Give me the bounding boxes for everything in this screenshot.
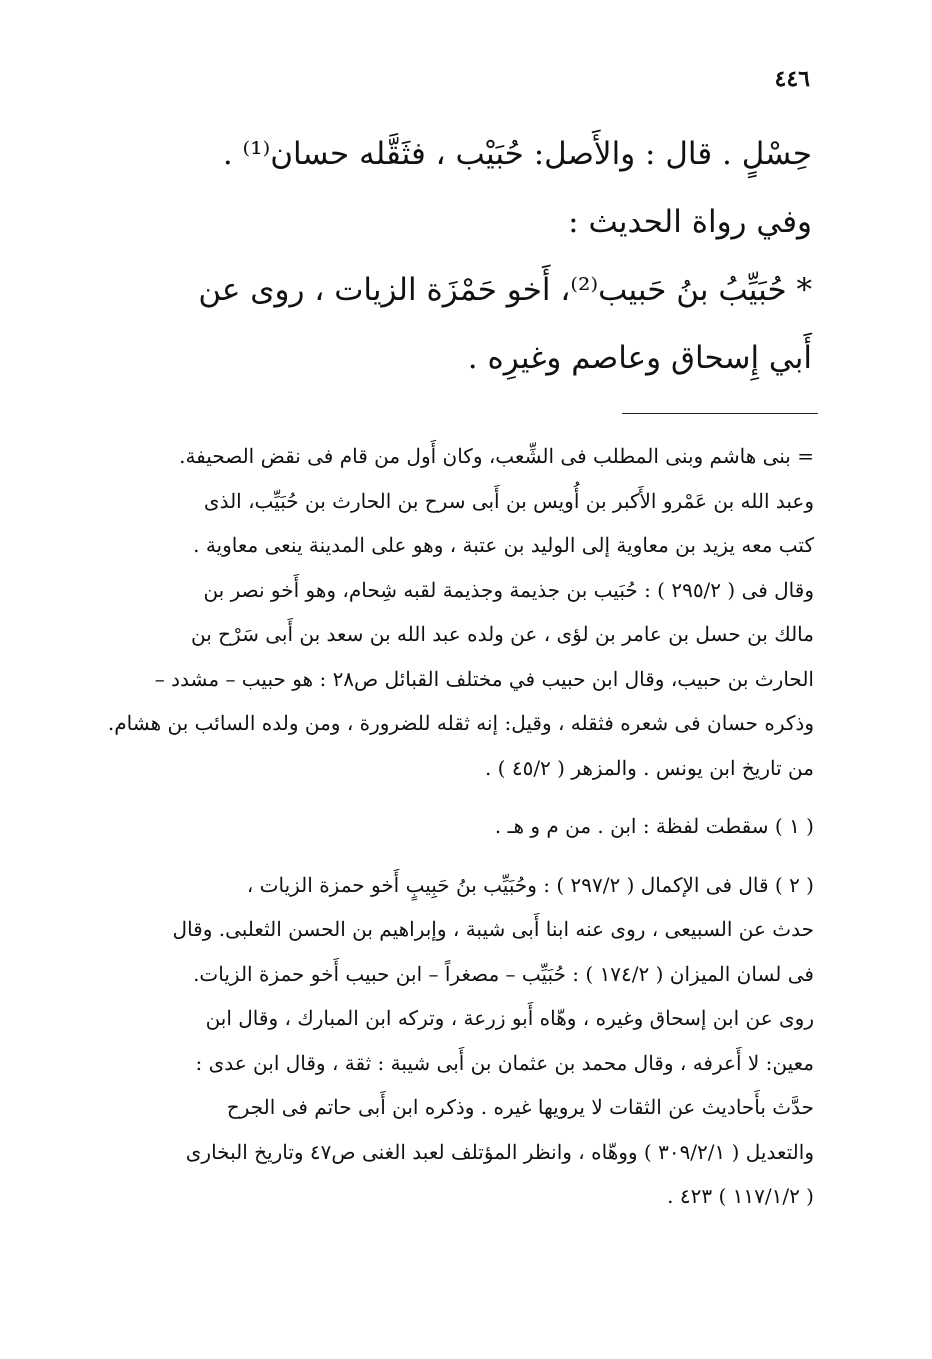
main-line: * حُبَيِّبُ بنُ حَبيب⁽²⁾، أَخو حَمْزَة الزيات ، روى عن [198,272,812,308]
footnote-divider [622,413,818,414]
footnote-line: مالك بن حسل بن عامر بن لؤى ، عن ولده عبد الله بن سعد بن أَبى سَرْح بن [191,622,814,646]
footnote-2-line: ( ١١٧/١/٢ ) ٤٢٣ . [667,1184,814,1208]
footnote-2-line: ( ٢ ) قال فى الإكمال ( ٢٩٧/٢ ) : وحُبَيِّب بنُ حَبِيبٍ أَخو حمزة الزيات ، [246,872,814,897]
footnote-line: وعبد الله بن عَمْرو الأَكبر بن أُويس بن أَبى سرح بن الحارث بن حُبَيِّب، الذى [203,488,814,513]
footnote-2-line: معين: لا أَعرفه ، وقال محمد بن عثمان بن أَبى شيبة : ثقة ، وقال ابن عدى : [195,1050,814,1075]
main-line: أَبي إِسحاق وعاصم وغيرِه . [467,340,812,376]
footnote-2-line: حدَّث بأَحاديث عن الثقات لا يرويها غيره . وذكره ابن أَبى حاتم فى الجرح [226,1095,814,1119]
main-line: وفي رواة الحديث : [568,204,812,240]
footnote-line: وذكره حسان فى شعره فثقله ، وقيل: إنه ثقله للضرورة ، ومن ولده السائب بن هشام. [107,711,814,735]
footnote-line: = بنى هاشم وبنى المطلب فى الشِّعب، وكان أَول من قام فى نقض الصحيفة. [179,444,814,468]
main-line: حِسْلٍ . قال : والأَصل: حُبَيْب ، فثَقَّله حسان⁽¹⁾ . [222,136,812,172]
footnote-2-line: حدث عن السبيعى ، روى عنه ابنا أَبى شيبة ، وإبراهيم بن الحسن الثعلبى. وقال [172,917,814,941]
footnote-line: كتب معه يزيد بن معاوية إلى الوليد بن عتبة ، وهو على المدينة ينعى معاوية . [193,533,814,557]
footnote-1: ( ١ ) سقطت لفظة : ابن . من م و هـ . [494,814,814,838]
footnote-line: الحارث بن حبيب، وقال ابن حبيب في مختلف القبائل ص٢٨ : هو حبيب – مشدد – [154,666,814,691]
page-number: ٤٤٦ [774,66,810,92]
footnote-2-line: روى عن ابن إسحاق وغيره ، وهّاه أَبو زرعة ، وتركه ابن المبارك ، وقال ابن [205,1006,814,1030]
footnote-line: وقال فى ( ٢٩٥/٢ ) : حُبَيب بن جذيمة وجذيمة لقبه شِحام، وهو أَخو نصر بن [203,577,814,602]
footnote-2-line: والتعديل ( ٣٠٩/٢/١ ) ووهّاه ، وانظر المؤتلف لعبد الغنى ص٤٧ وتاريخ البخارى [185,1139,814,1164]
footnotes [92,434,814,1219]
footnote-line: من تاريخ ابن يونس . والمزهر ( ٤٥/٢ ) . [484,755,814,780]
main-text [96,120,812,392]
footnote-2-line: فى لسان الميزان ( ١٧٤/٢ ) : حُبَيِّب – مصغراً – ابن حبيب أَخو حمزة الزيات. [193,961,814,986]
